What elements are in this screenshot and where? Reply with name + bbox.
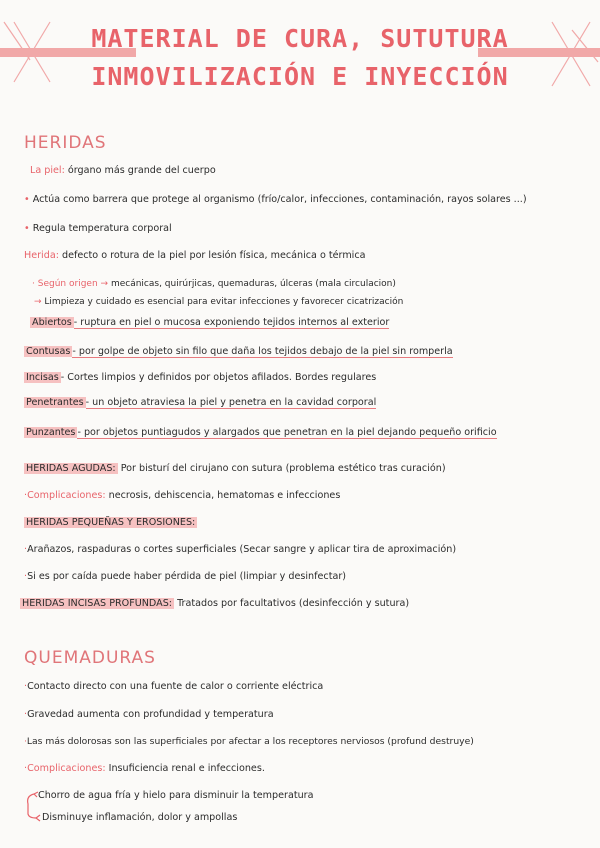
punzantes-text: - por objetos puntiagudos y alargados que penetran en la piel dejando pequeño orificio [77,427,497,438]
line-abiertos [30,316,389,330]
penetrantes-label: Penetrantes [26,397,84,408]
abiertos-text: - ruptura en piel o mucosa exponiendo tejidos internos al exterior [73,317,390,328]
incisas-label: Incisas [26,372,59,383]
line-gravedad: ·Gravedad aumenta con profundidad y temperatura [24,709,274,720]
segun-text: mecánicas, quirúrjicas, quemaduras, úlceras (mala circulacion) [110,279,396,289]
line-contacto: ·Contacto directo con una fuente de calor o corriente eléctrica [24,681,324,692]
line-piel [30,164,216,178]
quem-complic-label: Complicaciones: [27,763,106,774]
line-limpieza [34,295,403,309]
profundas-label: HERIDAS INCISAS PROFUNDAS: [22,598,173,609]
caida-text: Si es por caída puede haber pérdida de piel (limpiar y desinfectar) [27,571,347,582]
line-pequenas [24,516,197,530]
section-heading-heridas: HERIDAS [24,133,107,153]
complic-text: necrosis, dehiscencia, hematomas e infecciones [108,490,341,501]
herida-label: Herida: [24,250,59,261]
line-aranazos: ·Arañazos, raspaduras o cortes superficiales (Secar sangre y aplicar tira de aproximación) [24,544,457,555]
aranazos-text: Arañazos, raspaduras o cortes superficiales (Secar sangre y aplicar tira de aproximación) [27,544,457,555]
abiertos-label: Abiertos [32,317,72,328]
line-profundas [20,597,409,611]
gravedad-text: Gravedad aumenta con profundidad y temperatura [27,709,274,720]
herida-text: defecto o rotura de la piel por lesión física, mecánica o térmica [62,250,366,261]
contusas-label: Contusas [26,346,71,357]
line-regula: • Regula temperatura corporal [24,223,172,234]
contacto-text: Contacto directo con una fuente de calor o corriente eléctrica [27,681,324,692]
line-herida [24,249,366,263]
line-actua: • Actúa como barrera que protege al organismo (frío/calor, infecciones, contaminación, rayos solares ...) [24,194,527,205]
chorro-text: Chorro de agua fría y hielo para disminuir la temperatura [38,790,314,801]
line-agudas [24,462,446,476]
line-incisas [24,371,376,385]
incisas-text: - Cortes limpios y definidos por objetos afilados. Bordes regulares [60,372,377,383]
dolorosas-text: Las más dolorosas son las superficiales por afectar a los receptores nerviosos (profund destruye) [26,736,474,747]
actua-text: Actúa como barrera que protege al organismo (frío/calor, infecciones, contaminación, rayos solares ...) [32,194,527,205]
section-heading-quemaduras: QUEMADURAS [24,648,156,668]
line-caida: ·Si es por caída puede haber pérdida de piel (limpiar y desinfectar) [24,571,347,582]
line-complicaciones: ·Complicaciones: necrosis, dehiscencia, hematomas e infecciones [24,490,341,501]
punzantes-label: Punzantes [26,427,76,438]
agudas-text: Por bisturí del cirujano con sutura (problema estético tras curación) [120,463,446,474]
profundas-text: Tratados por facultativos (desinfección y sutura) [177,598,410,609]
pequenas-label: HERIDAS PEQUEÑAS Y EROSIONES: [26,517,196,528]
line-chorro [38,789,313,803]
line-contusas [24,345,453,359]
agudas-label: HERIDAS AGUDAS: [26,463,116,474]
complic-label: Complicaciones: [27,490,106,501]
regula-text: Regula temperatura corporal [32,223,172,234]
limpieza-text: Limpieza y cuidado es esencial para evitar infecciones y favorecer cicatrización [44,297,404,307]
line-disminuye [42,811,237,825]
disminuye-text: Disminuye inflamación, dolor y ampollas [42,812,238,823]
contusas-text: - por golpe de objeto sin filo que daña los tejidos debajo de la piel sin romperla [72,346,453,357]
page-title-line2: INMOVILIZACIÓN E INYECCIÓN [91,62,509,91]
line-punzantes [24,426,497,440]
page-title-line1: MATERIAL DE CURA, SUTUTURA [91,24,509,53]
line-segun: · Según origen → mecánicas, quirúrjicas, quemaduras, úlceras (mala circulacion) [32,279,396,289]
line-dolorosas: ·Las más dolorosas son las superficiales por afectar a los receptores nerviosos (profund destruye) [24,736,474,747]
piel-text: órgano más grande del cuerpo [67,165,216,176]
segun-label: Según origen [37,279,98,289]
quem-complic-text: Insuficiencia renal e infecciones. [108,763,265,774]
penetrantes-text: - un objeto atraviesa la piel y penetra en la cavidad corporal [85,397,377,408]
line-complicaciones-quemaduras: ·Complicaciones: Insuficiencia renal e infecciones. [24,763,265,774]
arrow-right-icon: → [34,297,42,307]
line-penetrantes [24,396,376,410]
piel-label: La piel: [30,165,65,176]
arrow-right-icon: → [100,279,109,289]
